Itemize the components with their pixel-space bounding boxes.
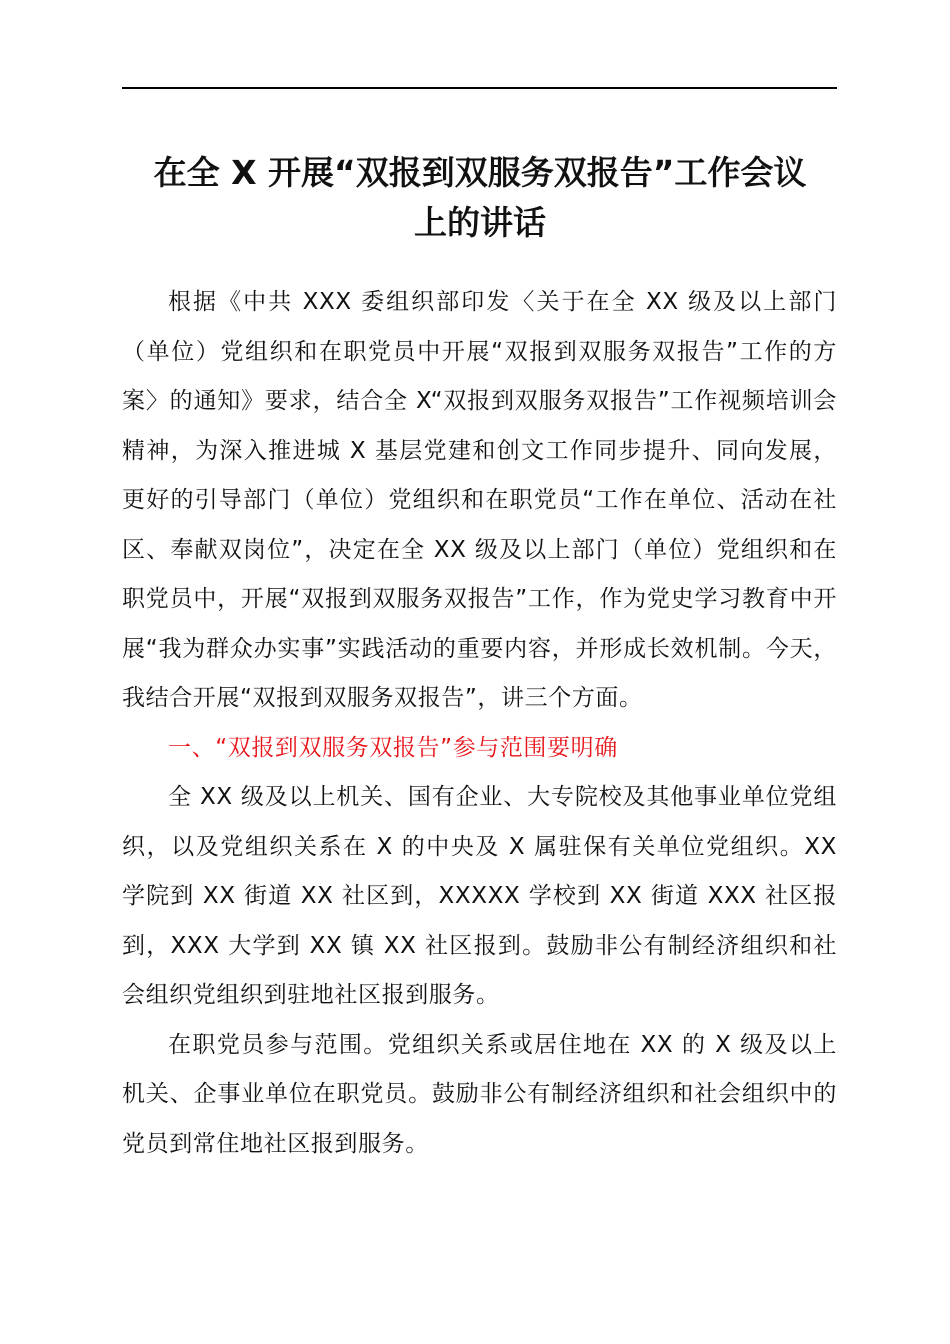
- title-line-1: 在全 X 开展“双报到双服务双报告”工作会议: [153, 153, 807, 192]
- title-line-2: 上的讲话: [414, 203, 546, 242]
- header-rule: [122, 87, 837, 89]
- document-title: [100, 148, 860, 248]
- intro-paragraph: 根据《中共 XXX 委组织部印发〈关于在全 XX 级及以上部门（单位）党组织和在职党员中开展“双报到双服务双报告”工作的方案〉的通知》要求，结合全 X“双报到双服务双报告”工作视频培训会精神，为深入推进城 X 基层党建和创文工作同步提升、同向发展，更好的引导部门（单位）党组织和在职党员“工作在单位、活动在社区、奉献双岗位”，决定在全 XX 级及以上部门（单位）党组织和在职党员中，开展“双报到双服务双报告”工作，作为党史学习教育中开展“我为群众办实事”实践活动的重要内容，并形成长效机制。今天，我结合开展“双报到双服务双报告”，讲三个方面。: [122, 289, 837, 711]
- scope-paragraph-members: 在职党员参与范围。党组织关系或居住地在 XX 的 X 级及以上机关、企事业单位在职党员。鼓励非公有制经济组织和社会组织中的党员到常住地社区报到服务。: [122, 1031, 837, 1157]
- scope-paragraph-organizations: 全 XX 级及以上机关、国有企业、大专院校及其他事业单位党组织，以及党组织关系在 X 的中央及 X 属驻保有关单位党组织。XX 学院到 XX 街道 XX 社区到，XXXXX 学校到 XX 街道 XXX 社区报到，XXX 大学到 XX 镇 XX 社区报到。鼓励非公有制经济组织和社会组织党组织到驻地社区报到服务。: [122, 784, 837, 1008]
- document-body: [122, 278, 837, 1169]
- section-heading-1: 一、“双报到双服务双报告”参与范围要明确: [168, 734, 618, 761]
